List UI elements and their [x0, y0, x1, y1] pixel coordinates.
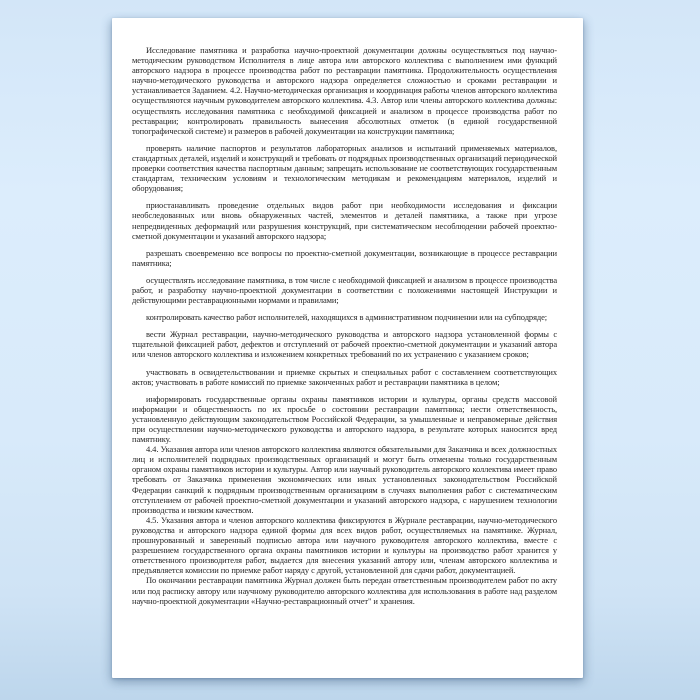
document-text-block [132, 45, 557, 606]
paragraph: участвовать в освидетельствовании и приемке скрытых и специальных работ с составлением соответствующих актов; участвовать в работе комиссий по приемке законченных работ и реставрации памятника в целом; [132, 366, 557, 387]
paragraph: Исследование памятника и разработка научно-проектной документации должны осуществляться под научно- методическим руководством Исполнителя в лице автора или авторского коллектива с выполнением ими функций авторского надзора в процессе производства работ по реставрации памятника. Продолжительность осуществления научно-методического руководства и авторского надзора определяется сложностью и сроками реставрации и устанавливается Заданием. 4.2. Научно-методическая организация и координация работы членов авторского коллектива осуществляются научным руководителем авторского коллектива. 4.3. Автор или члены авторского коллектива должны: осуществлять исследования памятника с необходимой фиксацией и анализом в процессе производства работ по реставрации; контролировать правильность вынесения абсолютных отметок (в единой государственной топографической системе) и размеров в рабочей документации на конструкции памятника; [132, 45, 557, 136]
paragraph: проверять наличие паспортов и результатов лабораторных анализов и испытаний применяемых материалов, стандартных деталей, изделий и конструкций и требовать от подрядных производственных организаций периодической проверки соответствия качества паспортным данным; запрещать использование не соответствующих государственным стандартам, техническим условиям и технологическим методикам и рекомендациям материалов, изделий и оборудования; [132, 142, 557, 194]
paragraph: вести Журнал реставрации, научно-методического руководства и авторского надзора установленной формы с тщательной фиксацией работ, дефектов и отступлений от рабочей проектно-сметной документации и указаний автора или членов авторского коллектива и изложением конкретных требований по их устранению с указанием сроков; [132, 329, 557, 360]
paragraph: 4.4. Указания автора или членов авторского коллектива являются обязательными для Заказчика и всех должностных лиц и исполнителей подрядных производственных организаций и могут быть отменены только государственным органом охраны памятников истории и культуры. Автор или научный руководитель авторского коллектива имеет право требовать от Заказчика применения экономических или иных установленных законодательством Российской Федерации санкций к подрядным производственным организациям в случаях выполнения работ с систематическим отступлением от рабочей проектно-сметной документации и указаний авторского надзора, с нарушением технологии производства и низким качеством. [132, 444, 557, 515]
paragraph: осуществлять исследование памятника, в том числе с необходимой фиксацией и анализом в процессе производства работ, и разработку научно-проектной документации в соответствии с положениями настоящей Инструкции и действующими реставрационными нормами и правилами; [132, 274, 557, 306]
paragraph: приостанавливать проведение отдельных видов работ при необходимости исследования и фиксации необследованных или вновь обнаруженных частей, элементов и деталей памятника, а также при угрозе непредвиденных деформаций или разрушения конструкций, при систематическом несоблюдении рабочей проектно-сметной документации и указаний авторского надзора; [132, 200, 557, 241]
paragraph: По окончании реставрации памятника Журнал должен быть передан ответственным производителем работ по акту или под расписку автору или научному руководителю авторского коллектива для использования в работе над разделом научно-проектной документации «Научно-реставрационный отчет" и хранения. [132, 575, 557, 606]
paragraph: контролировать качество работ исполнителей, находящихся в административном подчинении или на субподряде; [146, 312, 548, 323]
paragraph: информировать государственные органы охраны памятников истории и культуры, органы средств массовой информации и общественность по их просьбе о состоянии реставрации памятника; нести ответственность, установленную действующим законодательством Российской Федерации, за умышленные и неправомерные действия при осуществлении научно-методического руководства и авторского надзора, в результате которых наносится вред памятнику. [132, 393, 557, 445]
paragraph: разрешать своевременно все вопросы по проектно-сметной документации, возникающие в процессе реставрации памятника; [132, 247, 557, 268]
document-page [112, 18, 583, 678]
paragraph: 4.5. Указания автора и членов авторского коллектива фиксируются в Журнале реставрации, научно-методического руководства и авторского надзора единой формы для всех видов работ, осуществляемых на памятнике. Журнал, прошнурованный и заверенный подписью автора или научного руководителя авторского коллектива, вместе с разрешением государственного органа охраны памятников истории и культуры на производство работ хранится у ответственного производителя работ, выдается для внесения указаний автору или, членам авторского коллектива и предъявляется комиссии по приемке работ наряду с другой, установленной для сдачи работ, документацией. [132, 514, 557, 576]
